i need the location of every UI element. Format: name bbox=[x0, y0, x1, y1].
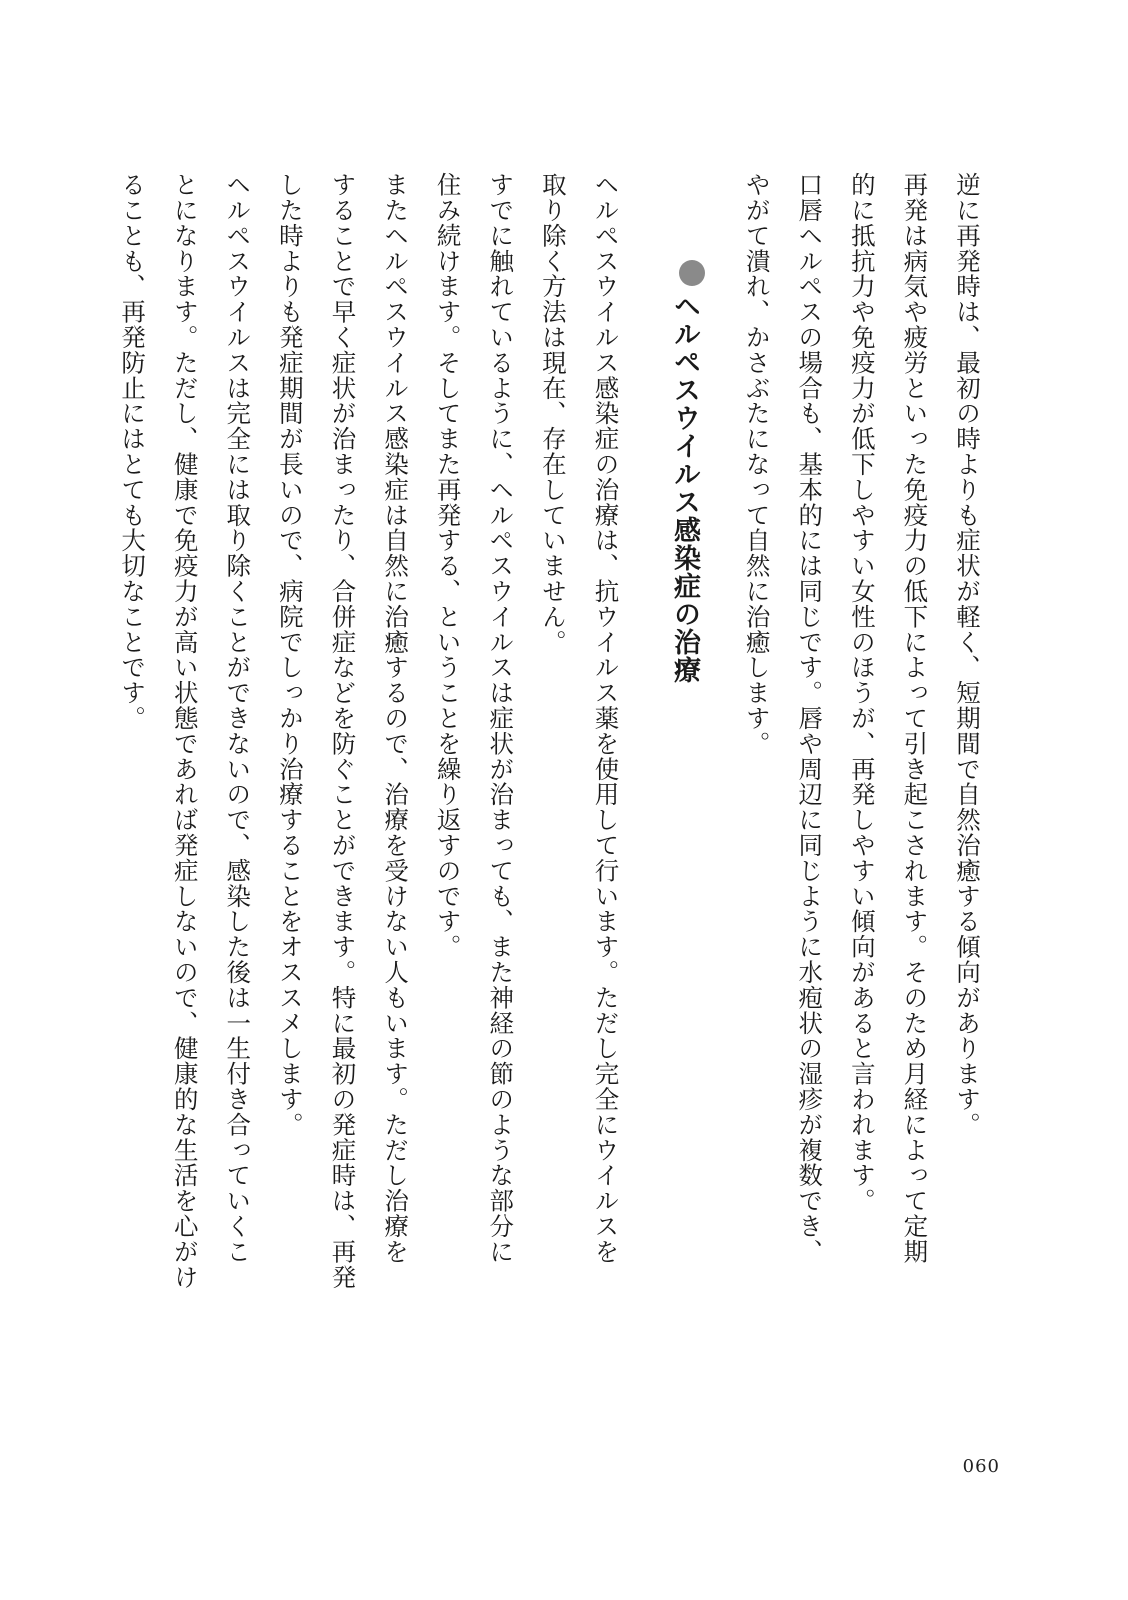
body-line: ヘルペスウイルスは完全には取り除くことができないので、感染した後は一生付き合っていくこ bbox=[223, 172, 253, 1265]
section-heading-text: ヘルペスウイルス感染症の治療 bbox=[669, 292, 701, 684]
body-line: とになります。ただし、健康で免疫力が高い状態であれば発症しないので、健康的な生活を心がけ bbox=[170, 172, 200, 1290]
body-line: 口唇ヘルペスの場合も、基本的には同じです。唇や周辺に同じように水疱状の湿疹が複数でき、 bbox=[795, 172, 825, 1265]
body-line: ることも、再発防止にはとても大切なことです。 bbox=[118, 172, 148, 731]
bullet-circle-icon bbox=[679, 260, 705, 286]
body-line: すでに触れているように、ヘルペスウイルスは症状が治まっても、また神経の節のような部分に bbox=[486, 172, 516, 1265]
body-line: 取り除く方法は現在、存在していません。 bbox=[538, 172, 568, 655]
body-line: した時よりも発症期間が長いので、病院でしっかり治療することをオススメします。 bbox=[275, 172, 305, 1138]
section-heading bbox=[657, 172, 710, 1412]
page-number: 060 bbox=[962, 1456, 1000, 1477]
body-line: することで早く症状が治まったり、合併症などを防ぐことができます。特に最初の発症時は、再発 bbox=[328, 172, 358, 1290]
body-line: またヘルペスウイルス感染症は自然に治癒するので、治療を受けない人もいます。ただし治療を bbox=[381, 172, 411, 1265]
body-line: 逆に再発時は、最初の時よりも症状が軽く、短期間で自然治癒する傾向があります。 bbox=[953, 172, 982, 1138]
body-line: 住み続けます。そしてまた再発する、ということを繰り返すのです。 bbox=[433, 172, 463, 960]
vertical-text-block bbox=[106, 172, 994, 1412]
body-line: やがて潰れ、かさぶたになって自然に治癒します。 bbox=[742, 172, 772, 757]
body-line: 的に抵抗力や免疫力が低下しやすい女性のほうが、再発しやすい傾向があると言われます。 bbox=[847, 172, 877, 1214]
body-line: ヘルペスウイルス感染症の治療は、抗ウイルス薬を使用して行います。ただし完全にウイルスを bbox=[591, 172, 621, 1265]
body-line: 再発は病気や疲労といった免疫力の低下によって引き起こされます。そのため月経によって定期 bbox=[900, 172, 930, 1265]
